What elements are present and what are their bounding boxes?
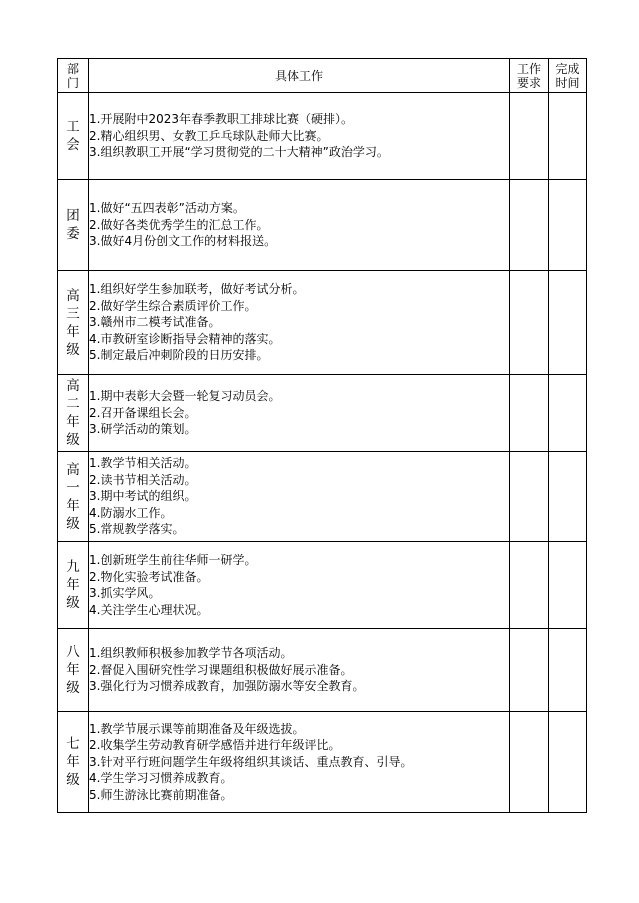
header-specific-work: 具体工作 [89, 59, 510, 93]
department-char: 委 [66, 226, 80, 242]
requirements-cell [510, 542, 549, 629]
department-char: 年 [66, 577, 80, 593]
task-item: 2.读书节相关活动。 [89, 472, 197, 487]
header-department [58, 59, 89, 93]
task-item: 3.做好4月份创文工作的材料报送。 [89, 234, 277, 249]
department-cell [58, 375, 89, 452]
requirements-cell [510, 93, 549, 180]
requirements-cell [510, 452, 549, 542]
header-req-line: 要求 [516, 75, 541, 90]
task-item: 2.召开备课组长会。 [89, 405, 197, 420]
table-row [58, 629, 587, 712]
task-item: 5.制定最后冲刺阶段的日历安排。 [89, 348, 269, 363]
task-item: 1.期中表彰大会暨一轮复习动员会。 [89, 389, 281, 404]
department-char: 三 [66, 305, 80, 322]
department-char: 级 [66, 515, 80, 532]
requirements-cell [510, 629, 549, 712]
task-item: 5.常规教学落实。 [89, 522, 185, 537]
task-item: 3.研学活动的策划。 [89, 422, 197, 437]
header-time-line: 完成 [555, 61, 580, 76]
task-item: 3.赣州市二模考试准备。 [89, 315, 221, 330]
department-cell [58, 542, 89, 629]
department-char: 会 [66, 137, 80, 153]
task-item: 2.做好各类优秀学生的汇总工作。 [89, 217, 269, 232]
task-item: 3.抓实学风。 [89, 586, 161, 600]
department-char: 高 [66, 287, 80, 304]
completion-time-cell [549, 180, 587, 271]
task-item: 3.强化行为习惯养成教育，加强防溺水等安全教育。 [89, 679, 365, 694]
completion-time-cell [549, 712, 587, 813]
header-completion-time [549, 59, 587, 93]
department-char: 团 [66, 208, 80, 224]
header-req-line: 工作 [516, 61, 541, 76]
requirements-cell [510, 375, 549, 452]
task-item: 3.期中考试的组织。 [89, 489, 197, 504]
task-item: 4.防溺水工作。 [89, 505, 173, 520]
table-row [58, 712, 587, 813]
table-row [58, 93, 587, 180]
department-char: 年 [66, 754, 80, 770]
table-row [58, 271, 587, 375]
department-char: 年 [66, 662, 80, 678]
tasks-cell [89, 375, 510, 452]
task-item: 1.组织教师积极参加教学节各项活动。 [89, 646, 293, 661]
department-cell [58, 93, 89, 180]
task-item: 2.收集学生劳动教育研学感悟并进行年级评比。 [89, 738, 341, 753]
task-item: 4.市教研室诊断指导会精神的落实。 [89, 331, 281, 346]
department-char: 级 [66, 432, 80, 448]
department-cell [58, 712, 89, 813]
header-department-char: 部 [66, 61, 79, 76]
department-char: 工 [66, 119, 80, 135]
task-item: 1.教学节展示课等前期准备及年级选拔。 [89, 721, 305, 736]
department-char: 八 [66, 644, 80, 660]
table-row [58, 452, 587, 542]
tasks-cell [89, 452, 510, 542]
header-time-line: 时间 [555, 75, 580, 90]
department-cell [58, 452, 89, 542]
task-item: 2.督促入围研究性学习课题组积极做好展示准备。 [89, 662, 353, 677]
task-item: 4.学生学习习惯养成教育。 [89, 771, 233, 786]
completion-time-cell [549, 271, 587, 375]
task-item: 3.针对平行班问题学生年级将组织其谈话、重点教育、引导。 [89, 754, 413, 769]
department-char: 年 [66, 323, 80, 340]
task-item: 1.开展附中2023年春季教职工排球比赛（硬排）。 [89, 112, 353, 127]
table-row [58, 180, 587, 271]
completion-time-cell [549, 93, 587, 180]
department-char: 级 [66, 595, 80, 611]
completion-time-cell [549, 375, 587, 452]
task-item: 3.组织教职工开展“学习贯彻党的二十大精神”政治学习。 [89, 145, 389, 160]
department-char: 级 [66, 341, 80, 358]
tasks-cell [89, 712, 510, 813]
department-char: 七 [66, 736, 80, 752]
task-item: 5.师生游泳比赛前期准备。 [89, 787, 233, 802]
completion-time-cell [549, 452, 587, 542]
requirements-cell [510, 271, 549, 375]
table-row [58, 375, 587, 452]
tasks-cell [89, 542, 510, 629]
department-char: 年 [66, 497, 80, 514]
tasks-cell [89, 629, 510, 712]
task-item: 4.关注学生心理状况。 [89, 602, 209, 617]
table-row [58, 542, 587, 629]
department-char: 九 [66, 559, 80, 575]
tasks-cell [89, 93, 510, 180]
department-char: 年 [66, 414, 80, 430]
header-work-requirements [510, 59, 549, 93]
table-header-row [58, 59, 587, 93]
task-item: 2.物化实验考试准备。 [89, 569, 209, 584]
task-item: 1.创新班学生前往华师一研学。 [89, 553, 257, 567]
task-item: 1.做好“五四表彰”活动方案。 [89, 201, 245, 216]
task-item: 1.教学节相关活动。 [89, 456, 197, 471]
requirements-cell [510, 180, 549, 271]
task-item: 2.做好学生综合素质评价工作。 [89, 298, 257, 313]
tasks-cell [89, 271, 510, 375]
department-cell [58, 629, 89, 712]
department-char: 高 [66, 461, 80, 478]
task-item: 1.组织好学生参加联考，做好考试分析。 [89, 282, 305, 297]
department-char: 级 [66, 680, 80, 696]
task-item: 2.精心组织男、女教工乒乓球队赴师大比赛。 [89, 128, 329, 143]
department-char: 级 [66, 772, 80, 788]
department-char: 二 [66, 396, 80, 412]
table-body [58, 93, 587, 813]
work-plan-table [57, 58, 587, 813]
department-cell [58, 180, 89, 271]
completion-time-cell [549, 542, 587, 629]
requirements-cell [510, 712, 549, 813]
department-char: 一 [66, 479, 80, 496]
completion-time-cell [549, 629, 587, 712]
header-department-char: 门 [66, 75, 79, 90]
department-cell [58, 271, 89, 375]
department-char: 高 [66, 378, 80, 394]
tasks-cell [89, 180, 510, 271]
